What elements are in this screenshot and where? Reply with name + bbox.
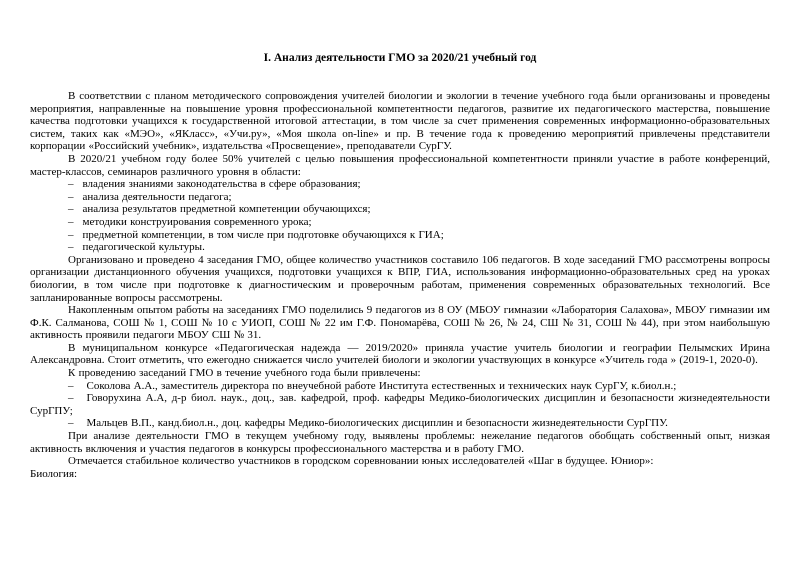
list-item	[30, 216, 770, 229]
invited-experts-list	[30, 380, 770, 430]
list-item	[30, 229, 770, 242]
list-item-text: педагогической культуры.	[82, 241, 205, 254]
list-item-text: предметной компетенции, в том числе при подготовке обучающихся к ГИА;	[82, 228, 444, 241]
paragraph-competition: Отмечается стабильное количество участников в городском соревновании юных исследователей «Шаг в будущее. Юниор»:	[68, 455, 654, 468]
list-item-text: Мальцев В.П., канд.биол.н., доц. кафедры Медико-биологических дисциплин и безопасности жизнедеятельности СурГПУ.	[86, 417, 668, 430]
paragraph-invited: К проведению заседаний ГМО в течение учебного года были привлечены:	[68, 367, 421, 380]
paragraph-experience: Накопленным опытом работы на заседаниях ГМО поделились 9 педагогов из 8 ОУ (МБОУ гимназии «Лаборатория Салахова», МБОУ гимназии им Ф.К. Салманова, СОШ № 1, СОШ № 10 с УИОП, СОШ № 22 им Г.Ф. Пономарёва, СОШ № 26, № 24, СШ № 31, СОШ № 44), при этом наибольшую активность проявили педагоги МБОУ СШ № 31.	[30, 304, 770, 342]
list-item-text: анализа результатов предметной компетенции обучающихся;	[82, 203, 371, 216]
list-item-text: методики конструирования современного урока;	[82, 215, 312, 228]
list-item-text: владения знаниями законодательства в сфере образования;	[82, 178, 361, 191]
biology-section-label: Биология:	[30, 467, 78, 480]
paragraph-problems: При анализе деятельности ГМО в текущем учебному году, выявлены проблемы: нежелание педагогов обобщать собственный опыт, низкая активность включения и участия педагогов в конкурсы профессионального мастерства и в работу ГМО.	[30, 430, 770, 455]
list-dash: –	[68, 379, 74, 392]
list-item	[30, 380, 770, 393]
list-item-text: Говорухина А.А, д-р биол. наук., доц., зав. кафедрой, проф. кафедры Медико-биологических дисциплин и безопасности жизнедеятельности СурГПУ;	[30, 392, 770, 417]
list-dash: –	[68, 392, 74, 405]
list-dash: –	[68, 203, 74, 216]
list-item	[30, 178, 770, 191]
paragraph-participation: В 2020/21 учебном году более 50% учителей с целью повышения профессиональной компетентности приняли участие в работе конференций, мастер-классов, семинаров различного уровня в области:	[30, 152, 770, 178]
list-item-text: Соколова А.А., заместитель директора по внеучебной работе Института естественных и технических наук СурГУ, к.биол.н.;	[86, 379, 677, 392]
list-item-text: анализа деятельности педагога;	[82, 190, 232, 203]
list-item	[30, 241, 770, 254]
list-dash: –	[68, 215, 74, 228]
list-dash: –	[68, 190, 74, 203]
list-dash: –	[68, 241, 74, 254]
list-dash: –	[68, 178, 74, 191]
competence-areas-list	[30, 178, 770, 254]
list-item	[30, 191, 770, 204]
list-dash: –	[68, 417, 74, 430]
list-item	[30, 392, 770, 417]
document-title: I. Анализ деятельности ГМО за 2020/21 учебный год	[263, 52, 537, 64]
paragraph-contest: В муниципальном конкурсе «Педагогическая надежда — 2019/2020» приняла участие учитель биологии и географии Пелымских Ирина Александровна. Стоит отметить, что ежегодно снижается число учителей биологи и экологии участвующих в конкурсе «Учитель года » (2019-1, 2020-0).	[30, 341, 770, 367]
list-item	[30, 203, 770, 216]
list-item	[30, 417, 770, 430]
list-dash: –	[68, 228, 74, 241]
paragraph-meetings: Организовано и проведено 4 заседания ГМО, общее количество участников составило 106 педагогов. В ходе заседаний ГМО рассмотрены вопросы организации дистанционного обучения учащихся, подготовки учащихся к ВПР, ГИА, использования информационно-образовательных сред на уроках биологии, в том числе при подготовке к диагностическим и проверочным работам, применения современных образовательных технологий. Все запланированные вопросы рассмотрены.	[30, 253, 770, 304]
paragraph-intro: В соответствии с планом методического сопровождения учителей биологии и экологии в течение учебного года были организованы и проведены мероприятия, направленные на повышение уровня профессиональной компетентности педагогов, развитие их педагогического мастерства, повышение качества подготовки учащихся к государственной итоговой аттестации, в том числе за счет применения современных информационно-образовательных систем, таких как «МЭО», «ЯКласс», «Учи.ру», «Моя школа on-line» и пр. В течение года к проведению мероприятий привлечены представители корпорации «Российский учебник», издательства «Просвещение», преподаватели СурГУ.	[30, 90, 770, 153]
